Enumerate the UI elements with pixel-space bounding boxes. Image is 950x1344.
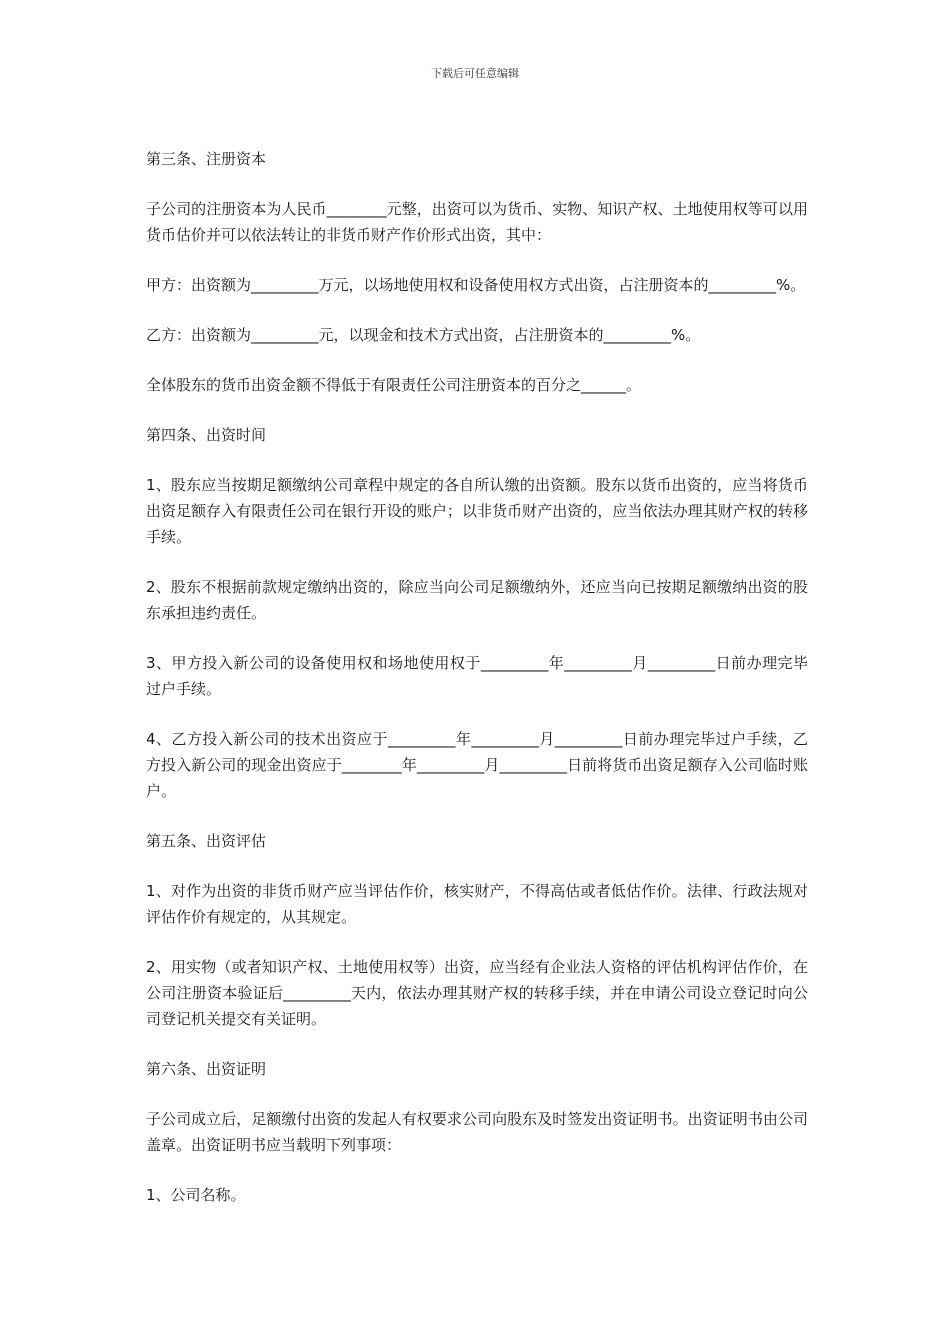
- paragraph: 4、乙方投入新公司的技术出资应于_________年_________月_________日前办理完毕过户手续，乙方投入新公司的现金出资应于________年_________月_________日前将货币出资足额存入公司临时账户。: [146, 730, 808, 800]
- section-6: [146, 1056, 808, 1208]
- section-heading: 第四条、出资时间: [146, 426, 267, 444]
- section-5: [146, 828, 808, 1032]
- paragraph: 2、股东不根据前款规定缴纳出资的，除应当向公司足额缴纳外，还应当向已按期足额缴纳出资的股东承担违约责任。: [146, 578, 808, 622]
- page-header: 下载后可任意编辑: [431, 67, 519, 80]
- paragraph: 2、用实物（或者知识产权、土地使用权等）出资，应当经有企业法人资格的评估机构评估作价，在公司注册资本验证后_________天内，依法办理其财产权的转移手续，并在申请公司设立登记时向公司登记机关提交有关证明。: [146, 958, 808, 1028]
- paragraph: 1、公司名称。: [146, 1186, 246, 1204]
- section-4: [146, 422, 808, 804]
- paragraph: 1、股东应当按期足额缴纳公司章程中规定的各自所认缴的出资额。股东以货币出资的，应当将货币出资足额存入有限责任公司在银行开设的账户；以非货币财产出资的，应当依法办理其财产权的转移手续。: [146, 476, 808, 546]
- section-3: [146, 146, 808, 398]
- paragraph: 全体股东的货币出资金额不得低于有限责任公司注册资本的百分之______。: [146, 376, 642, 394]
- section-heading: 第六条、出资证明: [146, 1060, 267, 1078]
- section-heading: 第五条、出资评估: [146, 832, 267, 850]
- paragraph: 1、对作为出资的非货币财产应当评估作价，核实财产，不得高估或者低估作价。法律、行政法规对评估作价有规定的，从其规定。: [146, 882, 808, 926]
- document-body: [146, 146, 808, 1232]
- paragraph: 子公司的注册资本为人民币________元整，出资可以为货币、实物、知识产权、土地使用权等可以用货币估价并可以依法转让的非货币财产作价形式出资，其中：: [146, 200, 808, 244]
- paragraph: 甲方：出资额为_________万元，以场地使用权和设备使用权方式出资，占注册资本的_________%。: [146, 276, 806, 294]
- paragraph: 乙方：出资额为_________元，以现金和技术方式出资，占注册资本的_________%。: [146, 326, 701, 344]
- paragraph: 子公司成立后，足额缴付出资的发起人有权要求公司向股东及时签发出资证明书。出资证明书由公司盖章。出资证明书应当载明下列事项：: [146, 1110, 808, 1154]
- paragraph: 3、甲方投入新公司的设备使用权和场地使用权于_________年_________月_________日前办理完毕过户手续。: [146, 654, 808, 698]
- section-heading: 第三条、注册资本: [146, 150, 267, 168]
